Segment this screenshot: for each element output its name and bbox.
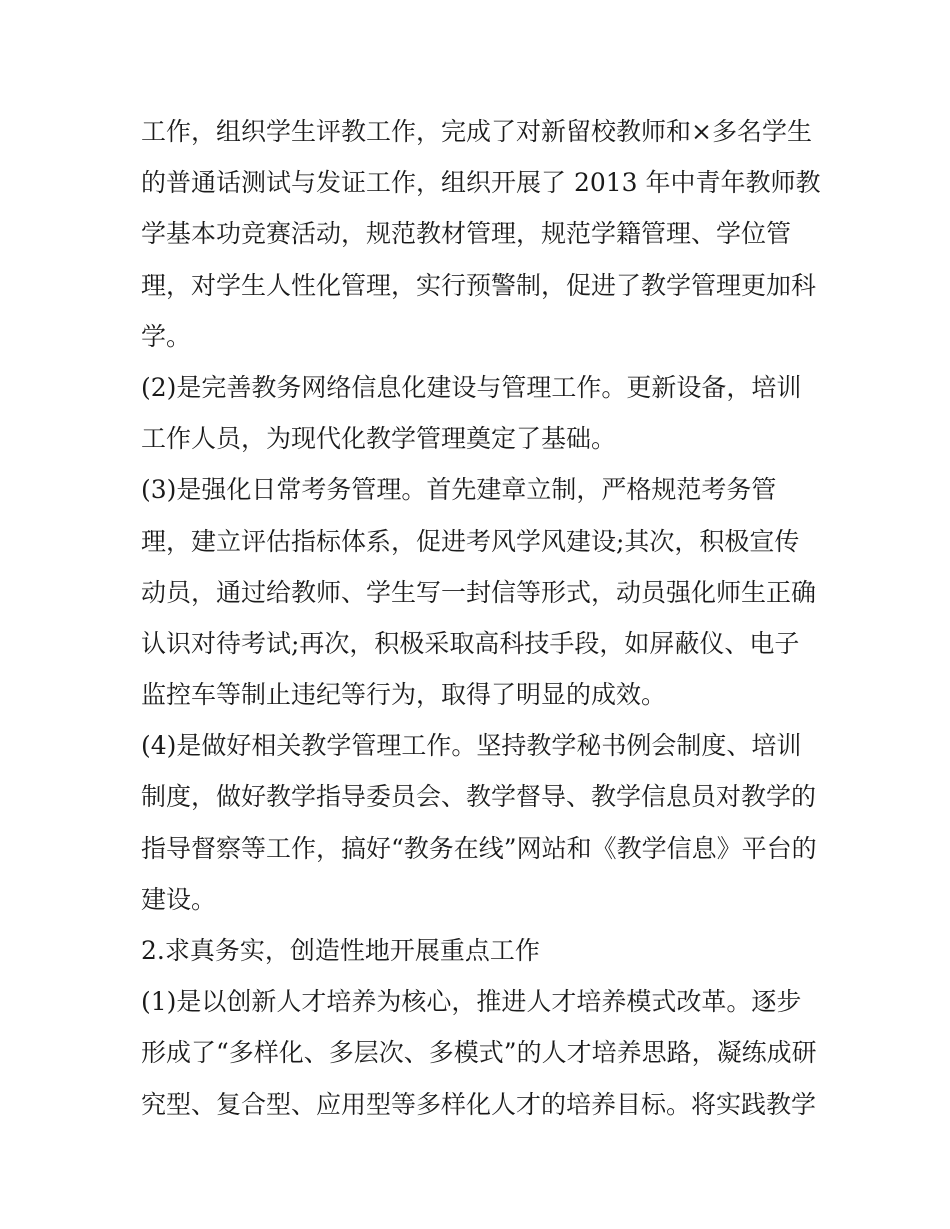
text-line: 建设。 (141, 884, 217, 914)
text-line: 理，对学生人性化管理，实行预警制，促进了教学管理更加科 (141, 270, 817, 300)
document-body (141, 106, 821, 1130)
text-line: 学。 (141, 321, 192, 351)
text-line: 制度，做好教学指导委员会、教学督导、教学信息员对教学的 (141, 782, 817, 812)
text-line: 认识对待考试;再次，积极采取高科技手段，如屏蔽仪、电子 (141, 628, 800, 658)
text-line: (4)是做好相关教学管理工作。坚持教学秘书例会制度、培训 (141, 731, 802, 761)
text-line: 动员，通过给教师、学生写一封信等形式，动员强化师生正确 (141, 577, 817, 607)
text-line: 工作，组织学生评教工作，完成了对新留校教师和×多名学生 (141, 117, 812, 146)
text-line: 的普通话测试与发证工作，组织开展了 2013 年中青年教师教 (141, 168, 821, 198)
text-line: 究型、复合型、应用型等多样化人才的培养目标。将实践教学 (141, 1089, 817, 1119)
section-heading: 2.求真务实，创造性地开展重点工作 (141, 936, 540, 965)
text-line: (3)是强化日常考务管理。首先建章立制，严格规范考务管 (141, 475, 777, 505)
text-line: 指导督察等工作，搞好“教务在线”网站和《教学信息》平台的 (141, 833, 817, 863)
text-line: 学基本功竞赛活动，规范教材管理，规范学籍管理、学位管 (141, 219, 792, 249)
text-line: (2)是完善教务网络信息化建设与管理工作。更新设备，培训 (141, 372, 802, 402)
text-line: 理，建立评估指标体系，促进考风学风建设;其次，积极宣传 (141, 526, 800, 556)
text-line: 形成了“多样化、多层次、多模式”的人才培养思路，凝练成研 (141, 1038, 817, 1068)
text-line: (1)是以创新人才培养为核心，推进人才培养模式改革。逐步 (141, 987, 802, 1017)
text-line: 监控车等制止违纪等行为，取得了明显的成效。 (141, 680, 667, 710)
text-line: 工作人员，为现代化教学管理奠定了基础。 (141, 424, 617, 454)
